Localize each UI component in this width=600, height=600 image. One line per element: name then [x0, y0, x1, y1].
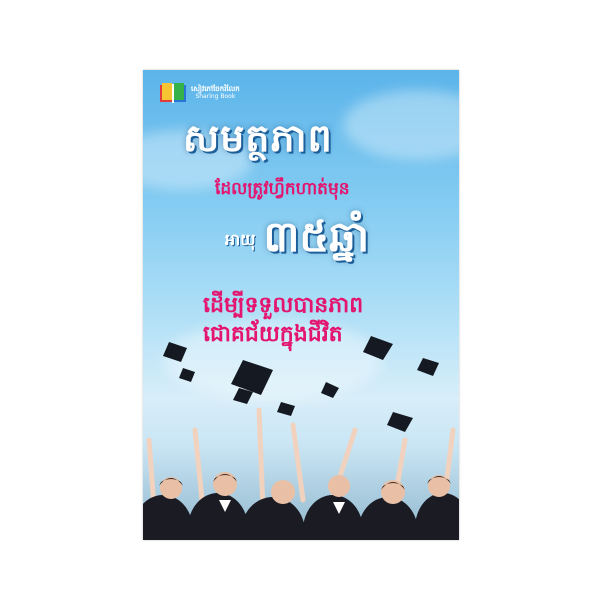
graduate-face: [160, 477, 182, 499]
book-cover: [143, 70, 459, 540]
raised-arm: [195, 430, 203, 510]
age-label: អាយុ: [225, 230, 256, 249]
graduate-face: [271, 480, 295, 504]
graduate-body: [241, 497, 305, 540]
graduation-cap-icon: [417, 358, 439, 376]
graduation-cap-icon: [321, 382, 339, 398]
graduate-body: [188, 493, 248, 540]
graduate-body: [358, 497, 418, 540]
graduate-face: [428, 475, 450, 497]
age-value: ៣៥ឆ្នាំ: [263, 212, 370, 261]
graduate-body: [415, 493, 459, 540]
graduation-cap-icon: [163, 342, 187, 362]
brand-name-english: Sharing Book: [195, 92, 236, 100]
book-title: សមត្ថភាព: [183, 116, 333, 160]
raised-arm: [259, 410, 263, 510]
book-subtitle: ដែលត្រូវហ្វឹកហាត់មុន: [215, 179, 350, 199]
graduate-body: [303, 495, 363, 540]
graduate-face: [328, 475, 350, 497]
graduation-cap-icon: [231, 360, 273, 395]
graduates-crowd: [143, 400, 459, 540]
graduate-body: [143, 495, 193, 540]
graduation-cap-icon: [363, 336, 393, 360]
graduate-face: [213, 472, 237, 496]
graduation-cap-icon: [179, 368, 195, 382]
purpose-line-2: ជោគជ័យក្នុងជីវិត: [203, 321, 343, 347]
brand-name-khmer: សៀវភៅចែករំលែក: [191, 85, 240, 94]
graduate-face: [381, 480, 405, 504]
purpose-line-1: ដើម្បីទទួលបានភាព: [203, 293, 364, 318]
